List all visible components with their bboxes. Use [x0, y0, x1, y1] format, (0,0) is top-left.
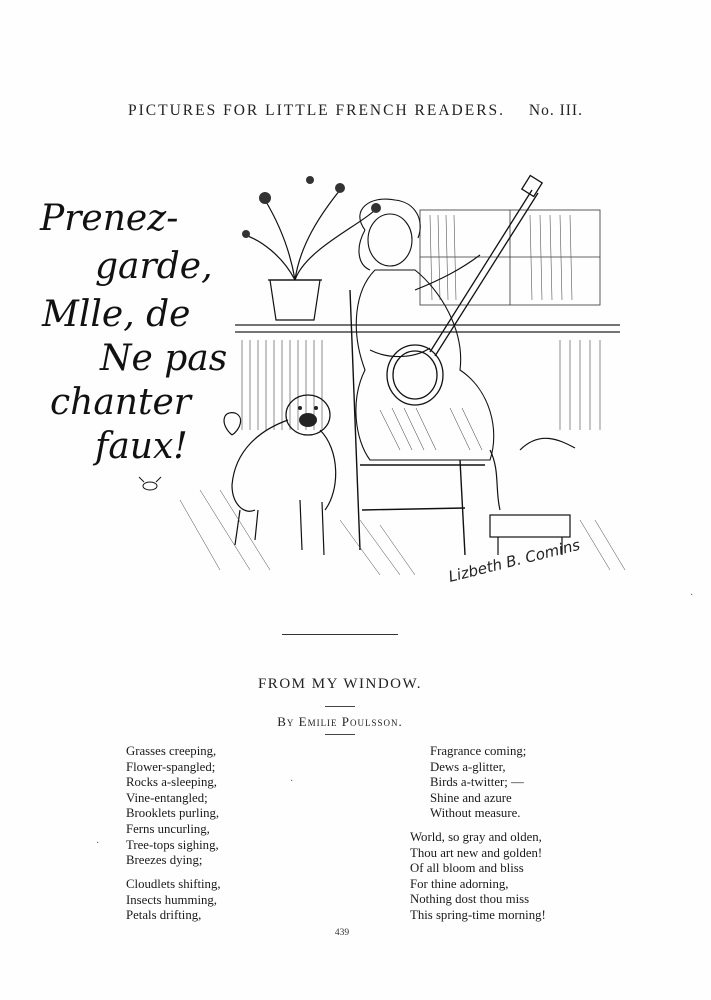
header-title: PICTURES FOR LITTLE FRENCH READERS. [128, 102, 506, 119]
author-byline: By Emilie Poulsson. [277, 714, 403, 729]
page-number: 439 [334, 928, 350, 938]
poem-line: Brooklets purling, [126, 806, 220, 821]
artist-signature: Lizbeth B. Comins [446, 535, 582, 586]
header-number: No. III. [528, 102, 583, 119]
poem-line: Breezes dying; [126, 853, 203, 868]
caption-line: garde, [95, 246, 213, 287]
engraving-illustration [20, 130, 670, 610]
stanza-3 [430, 744, 526, 822]
poem-line: For thine adorning, [410, 876, 509, 891]
poem-line: World, so gray and olden, [410, 830, 542, 844]
bug-doodle [139, 477, 161, 490]
poem-line: Ferns uncurling, [126, 821, 210, 836]
poem-line: Rocks a-sleeping, [126, 775, 217, 790]
poem-line: Of all bloom and bliss [410, 861, 524, 876]
girl-with-banjo-and-pug-drawing [20, 130, 670, 610]
running-header [0, 102, 711, 120]
caption-line: faux! [95, 426, 188, 467]
stanza-4 [410, 830, 546, 924]
poem-line: Fragrance coming; [430, 744, 527, 758]
french-caption [39, 198, 227, 467]
poem-line: Insects humming, [126, 892, 217, 907]
caption-line: Mlle, de [42, 294, 191, 335]
poem-line: Vine-entangled; [126, 790, 208, 805]
print-speck: · [290, 776, 294, 787]
caption-line: Ne pas [100, 338, 228, 379]
poem-line: Grasses creeping, [126, 744, 217, 758]
poem-line: Petals drifting, [126, 908, 202, 923]
poem-title: FROM MY WINDOW. [257, 676, 423, 692]
poem-line: Without measure. [430, 806, 521, 821]
caption-line: chanter [50, 382, 191, 423]
print-speck: · [96, 838, 100, 849]
poem-line: Cloudlets shifting, [126, 877, 221, 891]
poem-byline [0, 714, 680, 730]
stanza-2 [126, 877, 221, 924]
section-divider [282, 634, 398, 635]
poem-line: This spring-time morning! [410, 907, 546, 922]
poem-line: Dews a-glitter, [430, 759, 506, 774]
poem-line: Flower-spangled; [126, 759, 216, 774]
byline-rule [325, 734, 355, 735]
poem-line: Thou art new and golden! [410, 845, 543, 860]
poem-line: Birds a-twitter; — [430, 775, 524, 790]
print-speck: · [690, 590, 694, 601]
poem-line: Nothing dost thou miss [410, 892, 530, 907]
poem-line: Tree-tops sighing, [126, 837, 219, 852]
poem-line: Shine and azure [430, 790, 512, 805]
stanza-1 [126, 744, 219, 869]
title-rule [325, 706, 355, 707]
caption-line: Prenez- [40, 198, 179, 239]
